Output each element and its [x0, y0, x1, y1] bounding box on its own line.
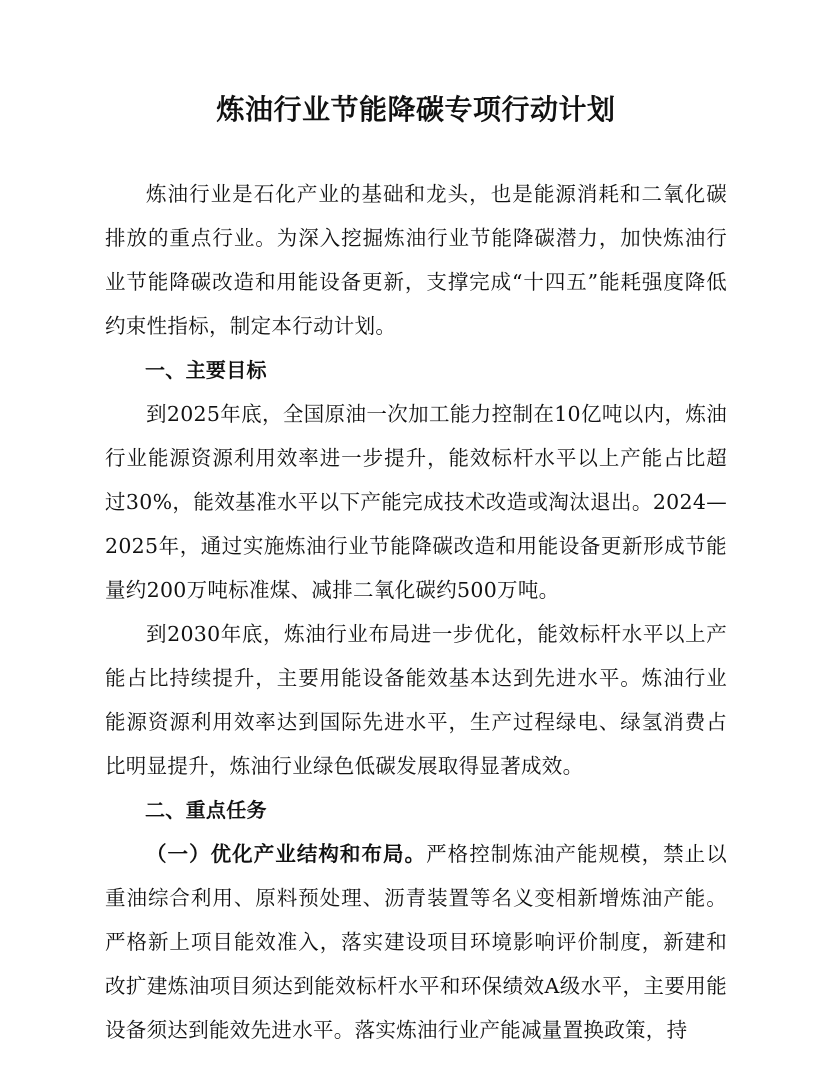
goals-paragraph-2030: 到2030年底，炼油行业布局进一步优化，能效标杆水平以上产能占比持续提升，主要用能设备能效基本达到先进水平。炼油行业能源资源利用效率达到国际先进水平，生产过程绿电、绿氢消费占比明显提升，炼油行业绿色低碳发展取得显著成效。: [105, 622, 727, 778]
goals-paragraph-2025: 到2025年底，全国原油一次加工能力控制在10亿吨以内，炼油行业能源资源利用效率进一步提升，能效标杆水平以上产能占比超过30%，能效基准水平以下产能完成技术改造或淘汰退出。2024—2025年，通过实施炼油行业节能降碳改造和用能设备更新形成节能量约200万吨标准煤、减排二氧化碳约500万吨。: [105, 402, 727, 602]
document-body: [105, 172, 727, 1052]
task-1-lead: （一）优化产业结构和布局。: [146, 842, 427, 866]
task-1-text: 严格控制炼油产能规模，禁止以重油综合利用、原料预处理、沥青装置等名义变相新增炼油产能。严格新上项目能效准入，落实建设项目环境影响评价制度，新建和改扩建炼油项目须达到能效标杆水平和环保绩效A级水平，主要用能设备须达到能效先进水平。落实炼油行业产能减量置换政策，持: [105, 842, 728, 1042]
document-title: 炼油行业节能降碳专项行动计划: [216, 93, 616, 126]
task-paragraph-1: [105, 832, 727, 1052]
section-heading-main-goals: 一、主要目标: [145, 358, 267, 382]
intro-paragraph: 炼油行业是石化产业的基础和龙头，也是能源消耗和二氧化碳排放的重点行业。为深入挖掘炼油行业节能降碳潜力，加快炼油行业节能降碳改造和用能设备更新，支撑完成“十四五”能耗强度降低约束性指标，制定本行动计划。: [105, 182, 727, 338]
section-heading-key-tasks: 二、重点任务: [145, 798, 267, 822]
